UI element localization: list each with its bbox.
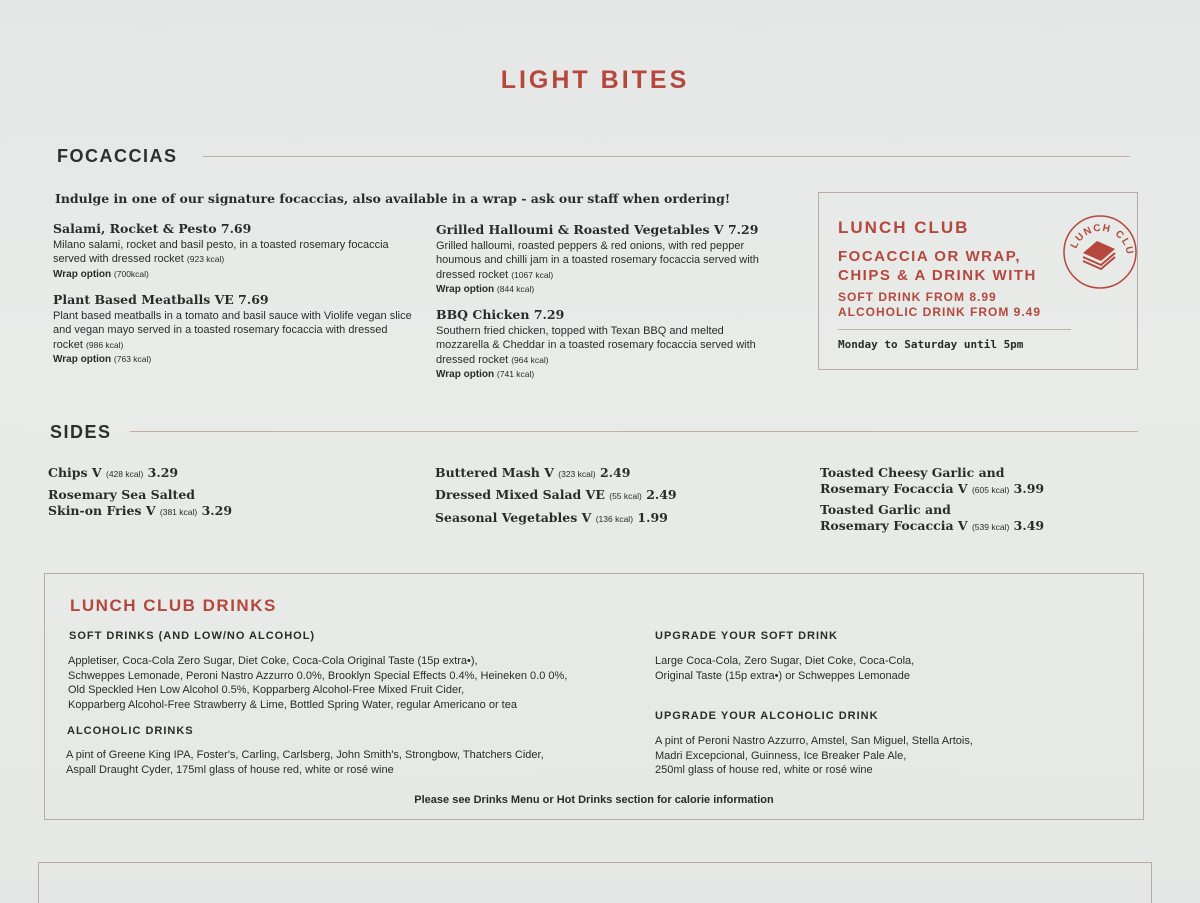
soft-drinks-heading: SOFT DRINKS (AND LOW/NO ALCOHOL) <box>69 630 316 642</box>
focaccia-item-kcal: (1067 kcal) <box>511 269 554 280</box>
lunch-club-subtitle-2: CHIPS & A DRINK WITH <box>838 267 1037 284</box>
focaccia-item-description: Grilled halloumi, roasted peppers & red onions, with red pepper houmous and chilli jam in a toasted rosemary focaccia served with dressed rocket <box>436 239 759 281</box>
alcoholic-drinks-list: A pint of Greene King IPA, Foster's, Carling, Carlsberg, John Smith's, Strongbow, Thatchers Cider, Aspall Draught Cyder, 175ml glass of house red, white or rosé wine <box>66 749 544 776</box>
sandwich-badge-icon <box>1061 213 1139 291</box>
side-item: Rosemary Sea Salted Skin-on Fries V (381 kcal) 3.29 <box>48 487 233 518</box>
focaccias-rule <box>203 156 1130 157</box>
calorie-footnote: Please see Drinks Menu or Hot Drinks section for calorie information <box>414 794 774 806</box>
sides-rule <box>130 431 1138 432</box>
focaccia-item-name: BBQ Chicken 7.29 <box>436 307 565 322</box>
sides-heading: SIDES <box>50 422 112 442</box>
focaccia-item-name: Salami, Rocket & Pesto 7.69 <box>53 221 252 236</box>
soft-drink-price: SOFT DRINK FROM 8.99 <box>838 290 997 304</box>
side-item: Buttered Mash V (323 kcal) 2.49 <box>435 465 631 480</box>
side-item: Toasted Cheesy Garlic and Rosemary Focaccia V (605 kcal) 3.99 <box>820 465 1045 496</box>
lunch-club-rule <box>838 329 1071 330</box>
focaccia-item-kcal: (923 kcal) <box>186 254 225 264</box>
focaccia-item-description: Southern fried chicken, topped with Texan BBQ and melted mozzarella & Cheddar in a toasted rosemary focaccia served with dressed rocket <box>436 324 756 366</box>
focaccia-item-name: Plant Based Meatballs VE 7.69 <box>53 292 269 307</box>
upgrade-alcohol-list: A pint of Peroni Nastro Azzurro, Amstel, San Miguel, Stella Artois, Madri Excepcional, Guinness, Ice Breaker Pale Ale, 250ml glass of house red, white or rosé wine <box>655 735 973 776</box>
soft-drinks-list: Appletiser, Coca-Cola Zero Sugar, Diet Coke, Coca-Cola Original Taste (15p extra•), Schweppes Lemonade, Peroni Nastro Azzurro 0.0%, Brooklyn Special Effects 0.4%, Heineken 0.0 0%, Old Speckled Hen Low Alcohol 0.5%, Kopparberg Alcohol-Free Mixed Fruit Cider, Kopparberg Alcohol-Free Strawberry & Lime, Bottled Spring Water, regular Americano or tea <box>68 655 568 711</box>
wrap-option: Wrap option (844 kcal) <box>436 284 535 295</box>
wrap-option: Wrap option (700kcal) <box>53 268 149 280</box>
lunch-club-subtitle-1: FOCACCIA OR WRAP, <box>838 248 1021 265</box>
badge-text: LUNCH CLU <box>1068 222 1136 257</box>
alcoholic-drinks-heading: ALCOHOLIC DRINKS <box>67 725 194 737</box>
focaccia-item-description: Milano salami, rocket and basil pesto, in a toasted rosemary focaccia served with dressed rocket <box>53 238 389 265</box>
drinks-title: LUNCH CLUB DRINKS <box>70 596 277 615</box>
wrap-option: Wrap option (763 kcal) <box>53 354 152 365</box>
focaccia-item <box>53 293 413 368</box>
focaccia-item-kcal: (986 kcal) <box>86 339 124 350</box>
drinks-box <box>44 573 1144 820</box>
upgrade-soft-heading: UPGRADE YOUR SOFT DRINK <box>655 630 838 642</box>
focaccias-heading: FOCACCIAS <box>57 146 178 166</box>
wrap-option: Wrap option (741 kcal) <box>436 369 535 380</box>
focaccia-item <box>436 308 766 383</box>
side-item: Seasonal Vegetables V (136 kcal) 1.99 <box>435 510 668 525</box>
lunch-club-badge <box>1061 213 1139 291</box>
lunch-club-title: LUNCH CLUB <box>838 218 970 237</box>
page-title: LIGHT BITES <box>500 66 690 94</box>
focaccia-item <box>53 222 413 282</box>
next-section-box <box>38 862 1152 903</box>
focaccia-item <box>436 223 766 298</box>
focaccia-item-name: Grilled Halloumi & Roasted Vegetables V 7.29 <box>436 222 759 237</box>
upgrade-soft-list: Large Coca-Cola, Zero Sugar, Diet Coke, Coca-Cola, Original Taste (15p extra•) or Schweppes Lemonade <box>655 655 915 682</box>
focaccia-item-kcal: (964 kcal) <box>511 354 549 365</box>
upgrade-alcohol-heading: UPGRADE YOUR ALCOHOLIC DRINK <box>655 710 879 722</box>
alcoholic-drink-price: ALCOHOLIC DRINK FROM 9.49 <box>838 305 1042 319</box>
side-item: Dressed Mixed Salad VE (55 kcal) 2.49 <box>435 487 677 502</box>
focaccia-item-description: Plant based meatballs in a tomato and basil sauce with Violife vegan slice and vegan mayo served in a toasted rosemary focaccia with dressed rocket <box>53 309 412 351</box>
lunch-club-days: Monday to Saturday until 5pm <box>838 338 1024 351</box>
focaccias-intro: Indulge in one of our signature focaccias, also available in a wrap - ask our staff when ordering! <box>55 191 731 206</box>
side-item: Toasted Garlic and Rosemary Focaccia V (539 kcal) 3.49 <box>820 502 1045 533</box>
side-item: Chips V (428 kcal) 3.29 <box>48 465 179 480</box>
lunch-club-box <box>818 192 1138 370</box>
